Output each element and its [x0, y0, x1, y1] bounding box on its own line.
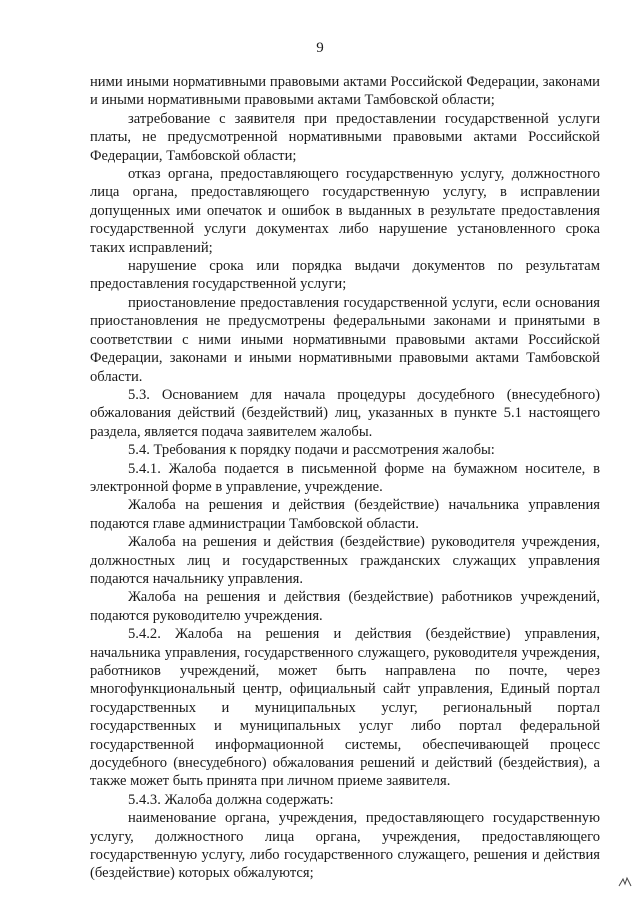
paragraph: Жалоба на решения и действия (бездействие) начальника управления подаются главе администрации Тамбовской области.: [90, 497, 600, 532]
paragraph-5-4-1: 5.4.1. Жалоба подается в письменной форме на бумажном носителе, в электронной форме в управление, учреждение.: [90, 460, 600, 495]
paragraph: Жалоба на решения и действия (бездействие) работников учреждений, подаются руководителю учреждения.: [90, 589, 600, 624]
document-body: [90, 73, 600, 883]
paragraph: приостановление предоставления государственной услуги, если основания приостановления не предусмотрены федеральными законами и принятыми в соответствии с ними иными нормативными правовыми актами Российской Федерации, законами и иными нормативными правовыми актами Тамбовской области.: [90, 294, 600, 385]
paragraph: Жалоба на решения и действия (бездействие) руководителя учреждения, должностных лиц и государственных гражданских служащих управления подаются начальнику управления.: [90, 534, 600, 587]
scan-mark-icon: [618, 876, 632, 892]
paragraph-5-4-2: 5.4.2. Жалоба на решения и действия (бездействие) управления, начальника управления, государственного служащего, руководителя учреждения, работников учреждений, может быть направлена по почте, через многофункциональный центр, официальный сайт управления, Единый портал государственных и муниципальных услуг, региональный портал государственных и муниципальных услуг либо портал федеральной государственной информационной системы, обеспечивающей процесс досудебного (внесудебного) обжалования решений и действий (бездействия), а также может быть принята при личном приеме заявителя.: [90, 626, 600, 790]
paragraph-5-4-3: 5.4.3. Жалоба должна содержать:: [128, 791, 334, 808]
paragraph-5-4: 5.4. Требования к порядку подачи и рассмотрения жалобы:: [128, 442, 495, 459]
paragraph: наименование органа, учреждения, предоставляющего государственную услугу, должностного лица органа, учреждения, предоставляющего государственную услугу, либо государственного служащего, решения и действия (бездействие) которых обжалуются;: [90, 810, 600, 882]
paragraph: затребование с заявителя при предоставлении государственной услуги платы, не предусмотренной нормативными правовыми актами Российской Федерации, Тамбовской области;: [90, 110, 600, 164]
paragraph-5-3: 5.3. Основанием для начала процедуры досудебного (внесудебного) обжалования действий (бездействий) лиц, указанных в пункте 5.1 настоящего раздела, является подача заявителем жалобы.: [90, 386, 600, 440]
paragraph: нарушение срока или порядка выдачи документов по результатам предоставления государственной услуги;: [90, 258, 600, 293]
paragraph-continuation: ними иными нормативными правовыми актами Российской Федерации, законами и иными нормативными правовыми актами Тамбовской области;: [90, 74, 600, 109]
page-number: 9: [316, 40, 324, 56]
paragraph: отказ органа, предоставляющего государственную услугу, должностного лица органа, предоставляющего государственную услугу, в исправлении допущенных ими опечаток и ошибок в выданных в результате предоставления государственной услуги документах либо нарушение установленного срока таких исправлений;: [90, 166, 600, 256]
